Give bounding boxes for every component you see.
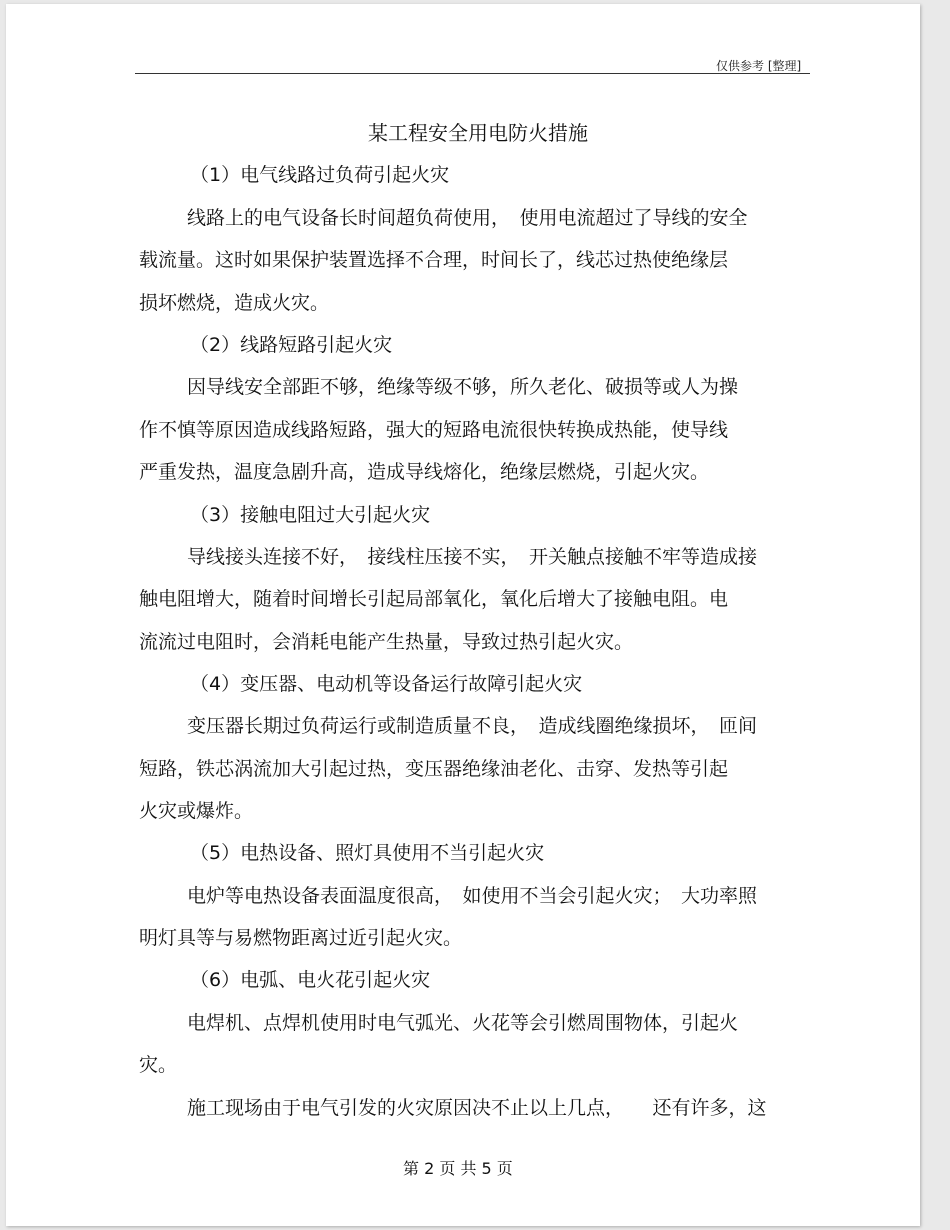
paragraph-line: 载流量。这时如果保护装置选择不合理，时间长了，线芯过热使绝缘层 xyxy=(139,249,729,271)
paragraph-line: 短路，铁芯涡流加大引起过热，变压器绝缘油老化、击穿、发热等引起 xyxy=(139,758,729,780)
page-title: 某工程安全用电防火措施 xyxy=(368,121,588,145)
section-heading-1: （1）电气线路过负荷引起火灾 xyxy=(190,164,450,186)
section-heading-6: （6）电弧、电火花引起火灾 xyxy=(190,969,431,991)
paragraph-line: 严重发热，温度急剧升高，造成导线熔化，绝缘层燃烧，引起火灾。 xyxy=(139,461,710,483)
header-divider xyxy=(135,73,810,74)
section-heading-5: （5）电热设备、照灯具使用不当引起火灾 xyxy=(190,842,545,864)
paragraph-line: 线路上的电气设备长时间超负荷使用， 使用电流超过了导线的安全 xyxy=(187,207,748,229)
section-heading-2: （2）线路短路引起火灾 xyxy=(190,334,393,356)
section-heading-4: （4）变压器、电动机等设备运行故障引起火灾 xyxy=(190,673,583,695)
paragraph-line: 因导线安全部距不够，绝缘等级不够，所久老化、破损等或人为操 xyxy=(187,376,739,398)
document-page xyxy=(6,4,920,1226)
paragraph-line: 流流过电阻时，会消耗电能产生热量，导致过热引起火灾。 xyxy=(139,631,634,653)
paragraph-line: 作不慎等原因造成线路短路，强大的短路电流很快转换成热能，使导线 xyxy=(139,419,729,441)
paragraph-line: 明灯具等与易燃物距离过近引起火灾。 xyxy=(139,927,463,949)
paragraph-line: 变压器长期过负荷运行或制造质量不良， 造成线圈绝缘损坏， 匝间 xyxy=(187,715,758,737)
paragraph-line: 电焊机、点焊机使用时电气弧光、火花等会引燃周围物体，引起火 xyxy=(187,1012,739,1034)
paragraph-line: 导线接头连接不好， 接线柱压接不实， 开关触点接触不牢等造成接 xyxy=(187,546,758,568)
paragraph-line: 施工现场由于电气引发的火灾原因决不止以上几点， 还有许多，这 xyxy=(187,1097,767,1119)
page-number: 第 2 页 共 5 页 xyxy=(403,1159,513,1178)
header-note: 仅供参考 [整理] xyxy=(716,59,802,73)
paragraph-line: 电炉等电热设备表面温度很高， 如使用不当会引起火灾； 大功率照 xyxy=(187,885,758,907)
paragraph-line: 损坏燃烧，造成火灾。 xyxy=(139,292,330,314)
section-heading-3: （3）接触电阻过大引起火灾 xyxy=(190,504,431,526)
paragraph-line: 火灾或爆炸。 xyxy=(139,800,254,822)
paragraph-line: 灾。 xyxy=(139,1054,178,1076)
paragraph-line: 触电阻增大，随着时间增长引起局部氧化，氧化后增大了接触电阻。电 xyxy=(139,588,729,610)
